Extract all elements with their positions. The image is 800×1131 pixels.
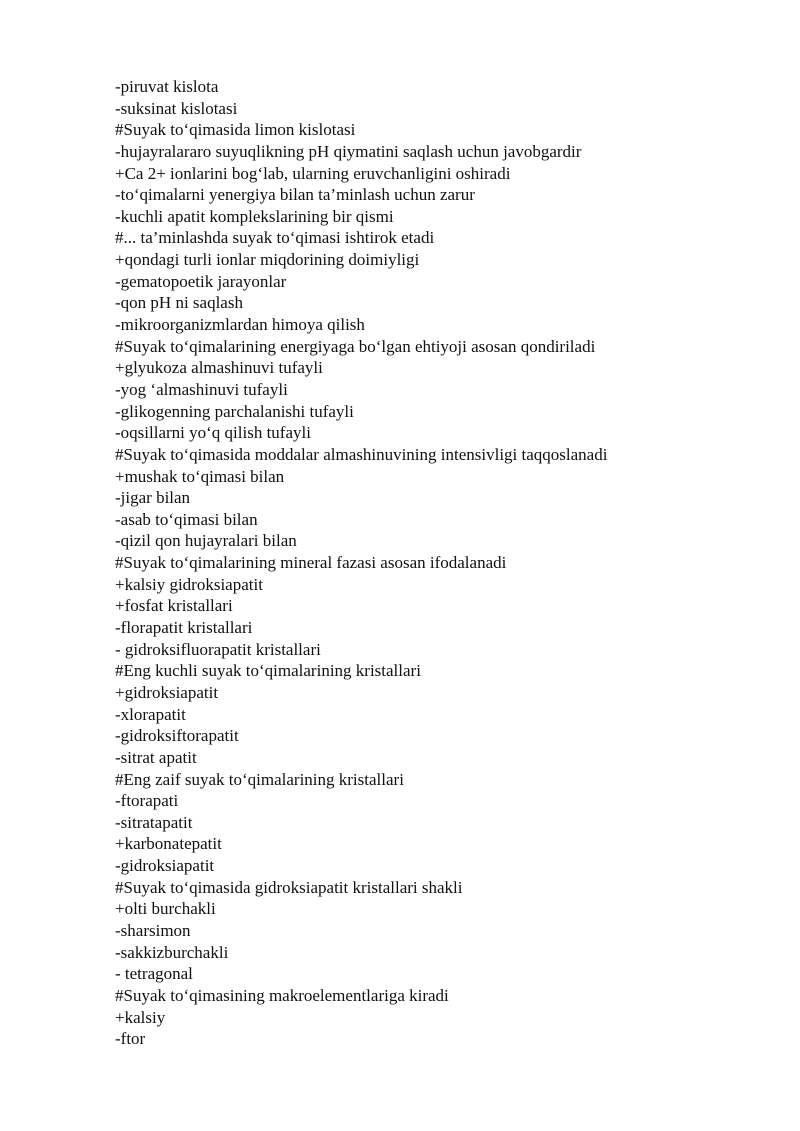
text-line: -ftorapati [115,791,179,811]
text-line: #Suyak to‘qimasida moddalar almashinuvining intensivligi taqqoslanadi [115,444,608,464]
text-line: #Suyak to‘qimasida limon kislotasi [115,120,356,140]
text-line: -glikogenning parchalanishi tufayli [115,401,354,421]
text-line: -yog ‘almashinuvi tufayli [115,379,288,399]
text-line: -sitrat apatit [115,747,197,767]
text-line: -oqsillarni yo‘q qilish tufayli [115,423,311,443]
text-line: -gematopoetik jarayonlar [115,271,287,291]
text-line: +mushak to‘qimasi bilan [115,466,285,486]
text-line: +kalsiy gidroksiapatit [115,574,263,594]
text-line: #... ta’minlashda suyak to‘qimasi ishtirok etadi [115,228,435,248]
text-line: -qon pH ni saqlash [115,293,243,313]
text-line: -hujayralararo suyuqlikning pH qiymatini saqlash uchun javobgardir [115,141,582,161]
text-line: -qizil qon hujayralari bilan [115,531,297,551]
text-line: #Suyak to‘qimasining makroelementlariga kiradi [115,985,449,1005]
text-line: +kalsiy [115,1007,166,1027]
text-line: #Eng zaif suyak to‘qimalarining kristallari [115,769,404,789]
text-line: +qondagi turli ionlar miqdorining doimiyligi [115,250,420,270]
text-line: +fosfat kristallari [115,596,233,616]
text-line: -piruvat kislota [115,77,219,96]
text-line: +Ca 2+ ionlarini bog‘lab, ularning eruvchanligini oshiradi [115,163,511,183]
text-line: #Suyak to‘qimalarining mineral fazasi asosan ifodalanadi [115,553,507,573]
text-line: -florapatit kristallari [115,618,253,638]
text-line: +karbonatepatit [115,834,222,854]
text-line: -sakkizburchakli [115,942,229,962]
text-line: -suksinat kislotasi [115,98,238,118]
text-line: -gidroksiftorapatit [115,726,239,746]
text-line: -kuchli apatit komplekslarining bir qismi [115,206,394,226]
text-line: #Suyak to‘qimasida gidroksiapatit kristallari shakli [115,877,463,897]
text-line: -sharsimon [115,920,191,940]
text-line: -jigar bilan [115,488,191,508]
text-line: -xlorapatit [115,704,186,724]
text-line: -sitratapatit [115,812,193,832]
text-line: #Suyak to‘qimalarining energiyaga bo‘lgan ehtiyoji asosan qondiriladi [115,336,596,356]
text-line: +glyukoza almashinuvi tufayli [115,358,323,378]
text-line: -ftor [115,1029,146,1049]
text-line: - tetragonal [115,964,193,984]
text-line: +olti burchakli [115,899,216,919]
text-line: #Eng kuchli suyak to‘qimalarining kristallari [115,661,421,681]
text-line: -asab to‘qimasi bilan [115,509,258,529]
text-line: +gidroksiapatit [115,682,219,702]
text-line: -gidroksiapatit [115,856,215,876]
quiz-text-block [115,76,755,1050]
text-line: - gidroksifluorapatit kristallari [115,639,321,659]
text-line: -mikroorganizmlardan himoya qilish [115,315,365,335]
text-line: -to‘qimalarni yenergiya bilan ta’minlash uchun zarur [115,185,475,205]
